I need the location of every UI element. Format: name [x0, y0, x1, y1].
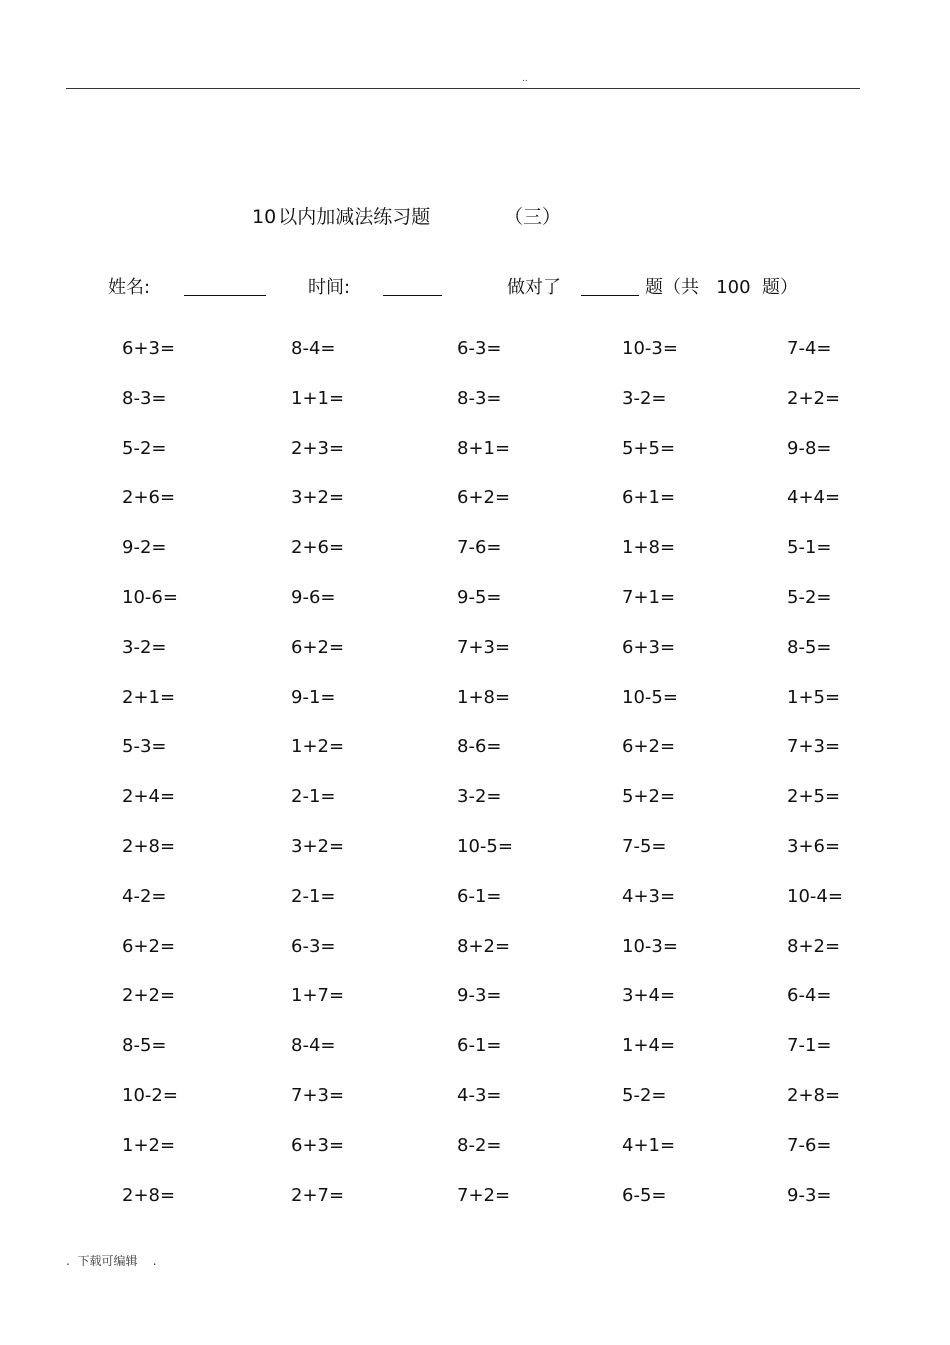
problem-item: 2+2=	[122, 985, 176, 1007]
problem-item: 7-4=	[787, 338, 832, 359]
problem-item: 10-6=	[122, 587, 178, 608]
problem-item: 8-6=	[457, 736, 502, 758]
problem-item: 3+4=	[622, 985, 676, 1007]
problem-item: 1+4=	[622, 1035, 676, 1057]
problem-item: 3+2=	[291, 487, 345, 509]
problem-item: 5+5=	[622, 437, 676, 459]
problem-item: 4-3=	[457, 1085, 502, 1106]
problem-item: 2+8=	[787, 1085, 841, 1106]
problem-item: 7+3=	[787, 736, 841, 758]
footer-text: . 下载可编辑 .	[66, 1254, 157, 1268]
problem-item: 2+1=	[122, 686, 176, 708]
problem-item: 1+7=	[291, 985, 345, 1007]
problem-item: 2+6=	[122, 487, 176, 509]
problem-item: 6-5=	[622, 1184, 667, 1206]
problem-item: 3+6=	[787, 836, 841, 857]
problem-item: 3-2=	[622, 387, 667, 409]
problem-item: 4+4=	[787, 487, 841, 509]
title-number: 10	[252, 206, 277, 228]
problem-item: 9-1=	[291, 686, 336, 708]
problem-item: 6+2=	[457, 487, 511, 509]
problem-item: 6-4=	[787, 985, 832, 1007]
problem-item: 1+2=	[122, 1134, 176, 1156]
problem-item: 6+2=	[291, 636, 345, 658]
problem-item: 1+8=	[622, 537, 676, 559]
problem-item: 1+2=	[291, 736, 345, 758]
problem-item: 6+2=	[122, 935, 176, 957]
problem-item: 6+3=	[122, 338, 176, 359]
problem-item: 3-2=	[122, 636, 167, 658]
correct-label: 做对了	[507, 277, 561, 298]
problem-item: 10-5=	[457, 836, 513, 857]
problem-item: 1+1=	[291, 387, 345, 409]
problem-item: 8+2=	[787, 935, 841, 957]
problem-item: 5+2=	[622, 786, 676, 808]
total-text: 题（共 100 题）	[645, 277, 798, 298]
problem-item: 3-2=	[457, 786, 502, 808]
time-blank[interactable]	[383, 295, 442, 296]
problem-item: 6+3=	[291, 1134, 345, 1156]
problem-item: 9-6=	[291, 587, 336, 608]
name-blank[interactable]	[184, 295, 266, 296]
problem-item: 7-6=	[457, 537, 502, 559]
problem-item: 10-5=	[622, 686, 678, 708]
time-label: 时间:	[308, 277, 351, 298]
page-title	[252, 202, 562, 229]
problem-item: 6+1=	[622, 487, 676, 509]
problem-item: 8-5=	[122, 1035, 167, 1057]
title-text: 以内加减法练习题	[278, 206, 431, 228]
problem-item: 7-1=	[787, 1035, 832, 1057]
problem-item: 5-2=	[622, 1085, 667, 1106]
problem-item: 7+2=	[457, 1184, 511, 1206]
problem-item: 2+6=	[291, 537, 345, 559]
problem-item: 10-3=	[622, 935, 678, 957]
header-mark: ..	[522, 74, 528, 84]
problem-item: 9-5=	[457, 587, 502, 608]
problem-item: 2+3=	[291, 437, 345, 459]
problem-item: 5-3=	[122, 736, 167, 758]
problem-item: 5-2=	[787, 587, 832, 608]
problem-item: 10-3=	[622, 338, 678, 359]
problem-item: 3+2=	[291, 836, 345, 857]
problem-item: 9-3=	[457, 985, 502, 1007]
problem-item: 10-2=	[122, 1085, 178, 1106]
problem-item: 6+2=	[622, 736, 676, 758]
header-rule	[66, 88, 860, 89]
problem-item: 9-2=	[122, 537, 167, 559]
problem-item: 1+8=	[457, 686, 511, 708]
problem-item: 6-1=	[457, 885, 502, 907]
problem-item: 6-1=	[457, 1035, 502, 1057]
problem-item: 2+8=	[122, 836, 176, 857]
problem-item: 7-5=	[622, 836, 667, 857]
problem-item: 1+5=	[787, 686, 841, 708]
problem-item: 5-2=	[122, 437, 167, 459]
problem-item: 5-1=	[787, 537, 832, 559]
problem-item: 2+8=	[122, 1184, 176, 1206]
problem-item: 8-2=	[457, 1134, 502, 1156]
name-label: 姓名:	[108, 277, 151, 298]
problem-item: 8+1=	[457, 437, 511, 459]
problem-item: 9-3=	[787, 1184, 832, 1206]
title-suffix: （三）	[504, 206, 562, 228]
problem-item: 7-6=	[787, 1134, 832, 1156]
problem-item: 7+3=	[291, 1085, 345, 1106]
problem-item: 8+2=	[457, 935, 511, 957]
problem-item: 6-3=	[291, 935, 336, 957]
problem-item: 4+1=	[622, 1134, 676, 1156]
problem-item: 6-3=	[457, 338, 502, 359]
problem-item: 2-1=	[291, 786, 336, 808]
problem-item: 8-3=	[457, 387, 502, 409]
problem-item: 2+2=	[787, 387, 841, 409]
problem-item: 10-4=	[787, 885, 843, 907]
problem-item: 8-5=	[787, 636, 832, 658]
problem-item: 4-2=	[122, 885, 167, 907]
problem-item: 8-4=	[291, 1035, 336, 1057]
problem-item: 4+3=	[622, 885, 676, 907]
problem-item: 7+1=	[622, 587, 676, 608]
problem-item: 9-8=	[787, 437, 832, 459]
correct-blank[interactable]	[581, 295, 639, 296]
problem-item: 7+3=	[457, 636, 511, 658]
problem-item: 2+4=	[122, 786, 176, 808]
problem-item: 6+3=	[622, 636, 676, 658]
problem-item: 8-3=	[122, 387, 167, 409]
problem-item: 2+5=	[787, 786, 841, 808]
problem-item: 8-4=	[291, 338, 336, 359]
problem-item: 2-1=	[291, 885, 336, 907]
problem-item: 2+7=	[291, 1184, 345, 1206]
